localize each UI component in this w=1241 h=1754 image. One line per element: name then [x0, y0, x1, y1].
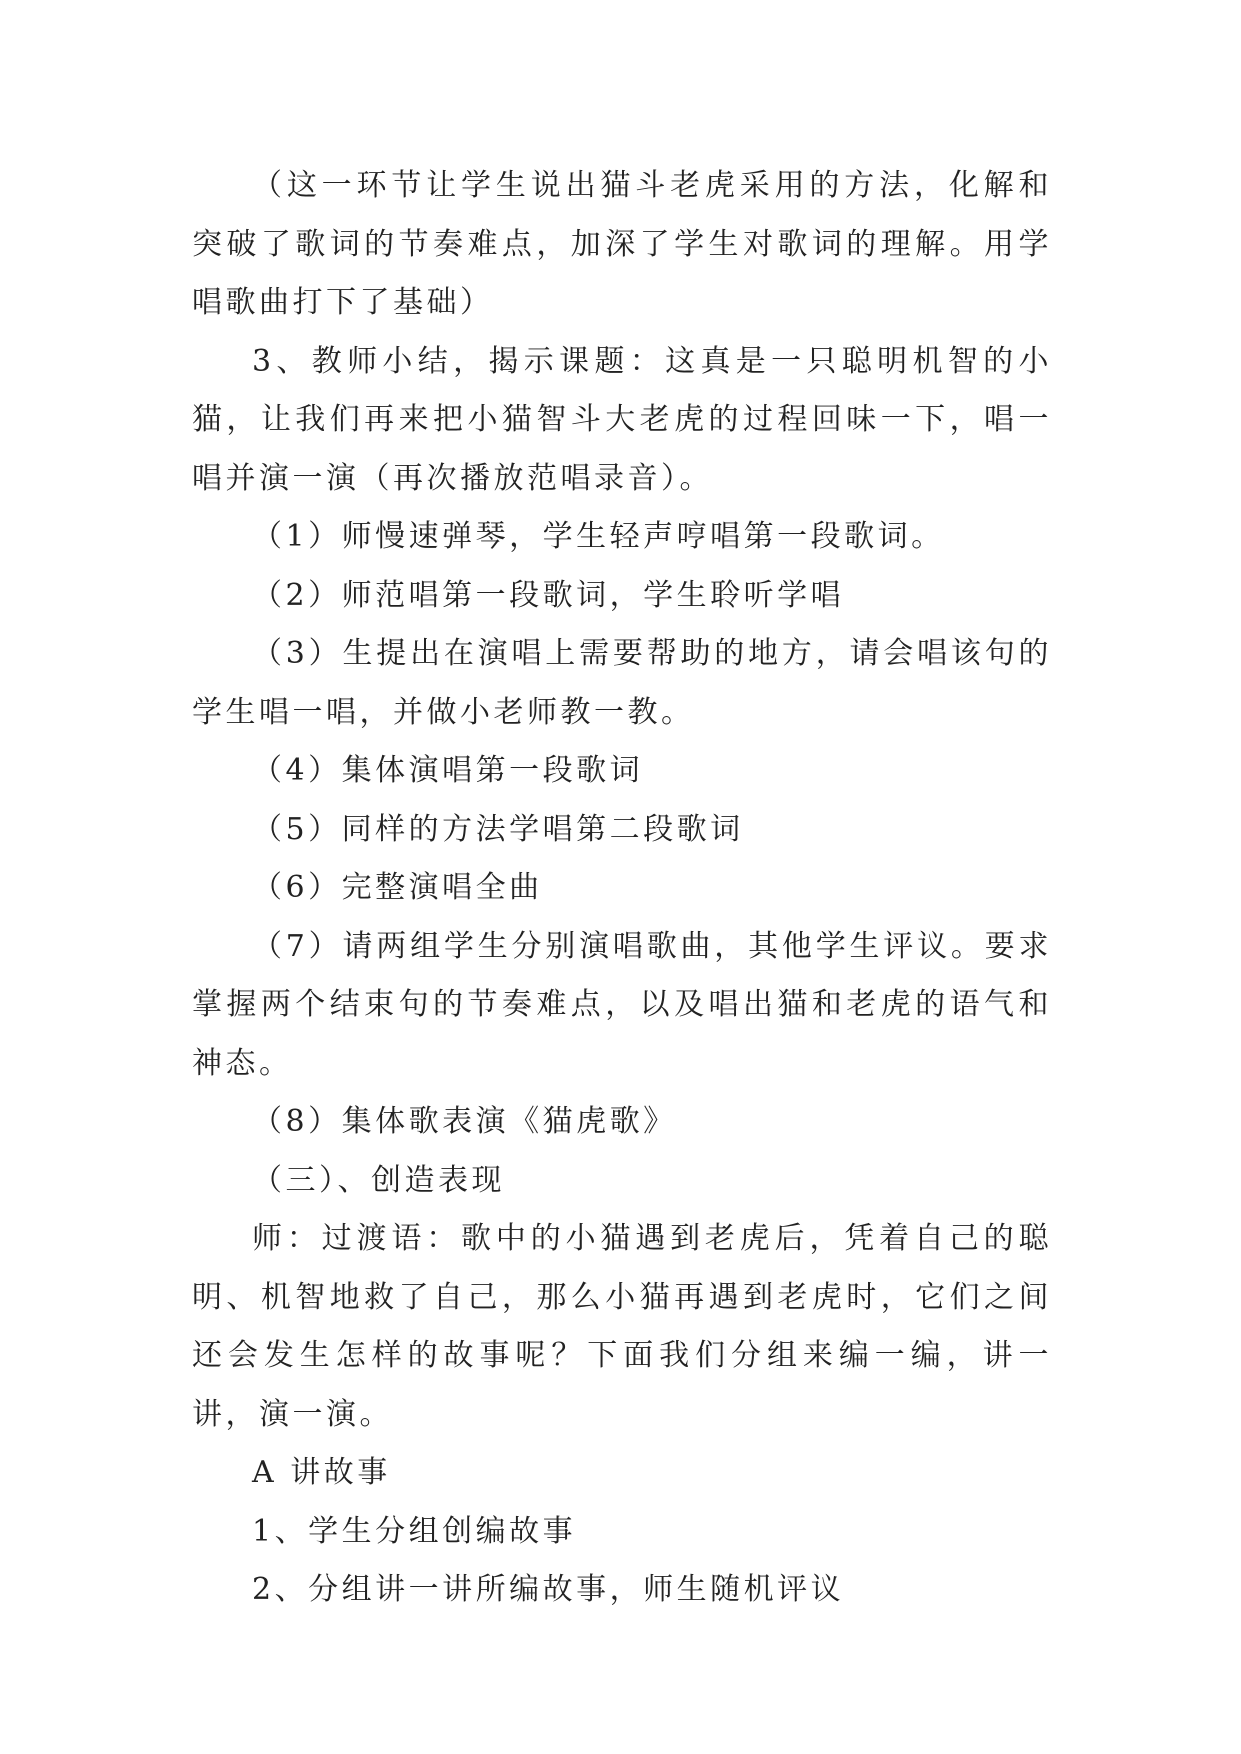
paragraph-step-8: （8）集体歌表演《猫虎歌》 — [252, 1104, 677, 1139]
paragraph-step-5: （5）同样的方法学唱第二段歌词 — [252, 811, 744, 847]
paragraph-step-3: （3）生提出在演唱上需要帮助的地方，请会唱该句的学生唱一唱，并做小老师教一教。 — [192, 636, 1052, 730]
paragraph-step-6: （6）完整演唱全曲 — [252, 870, 543, 905]
paragraph-step-2: （2）师范唱第一段歌词，学生聆听学唱 — [252, 577, 845, 613]
paragraph-story-step-2: 2、分组讲一讲所编故事，师生随机评议 — [252, 1572, 845, 1607]
paragraph-story-step-1: 1、学生分组创编故事 — [252, 1513, 577, 1549]
paragraph-transition: 师：过渡语：歌中的小猫遇到老虎后，凭着自己的聪明、机智地救了自己，那么小猫再遇到老虎时，它们之间还会发生怎样的故事呢？下面我们分组来编一编，讲一讲，演一演。 — [192, 1221, 1052, 1432]
subheading-storytelling: A 讲故事 — [252, 1455, 391, 1490]
paragraph-step-1: （1）师慢速弹琴，学生轻声哼唱第一段歌词。 — [252, 519, 945, 554]
paragraph-activity-note: （这一环节让学生说出猫斗老虎采用的方法，化解和突破了歌词的节奏难点，加深了学生对歌词的理解。用学唱歌曲打下了基础） — [192, 168, 1052, 320]
section-heading-creative: （三）、创造表现 — [252, 1162, 505, 1198]
document-page — [192, 157, 1052, 1620]
paragraph-step-4: （4）集体演唱第一段歌词 — [252, 753, 644, 788]
paragraph-step-7: （7）请两组学生分别演唱歌曲，其他学生评议。要求掌握两个结束句的节奏难点，以及唱出猫和老虎的语气和神态。 — [192, 928, 1052, 1081]
paragraph-teacher-summary: 3、教师小结，揭示课题：这真是一只聪明机智的小猫，让我们再来把小猫智斗大老虎的过程回味一下，唱一唱并演一演（再次播放范唱录音）。 — [192, 343, 1052, 496]
